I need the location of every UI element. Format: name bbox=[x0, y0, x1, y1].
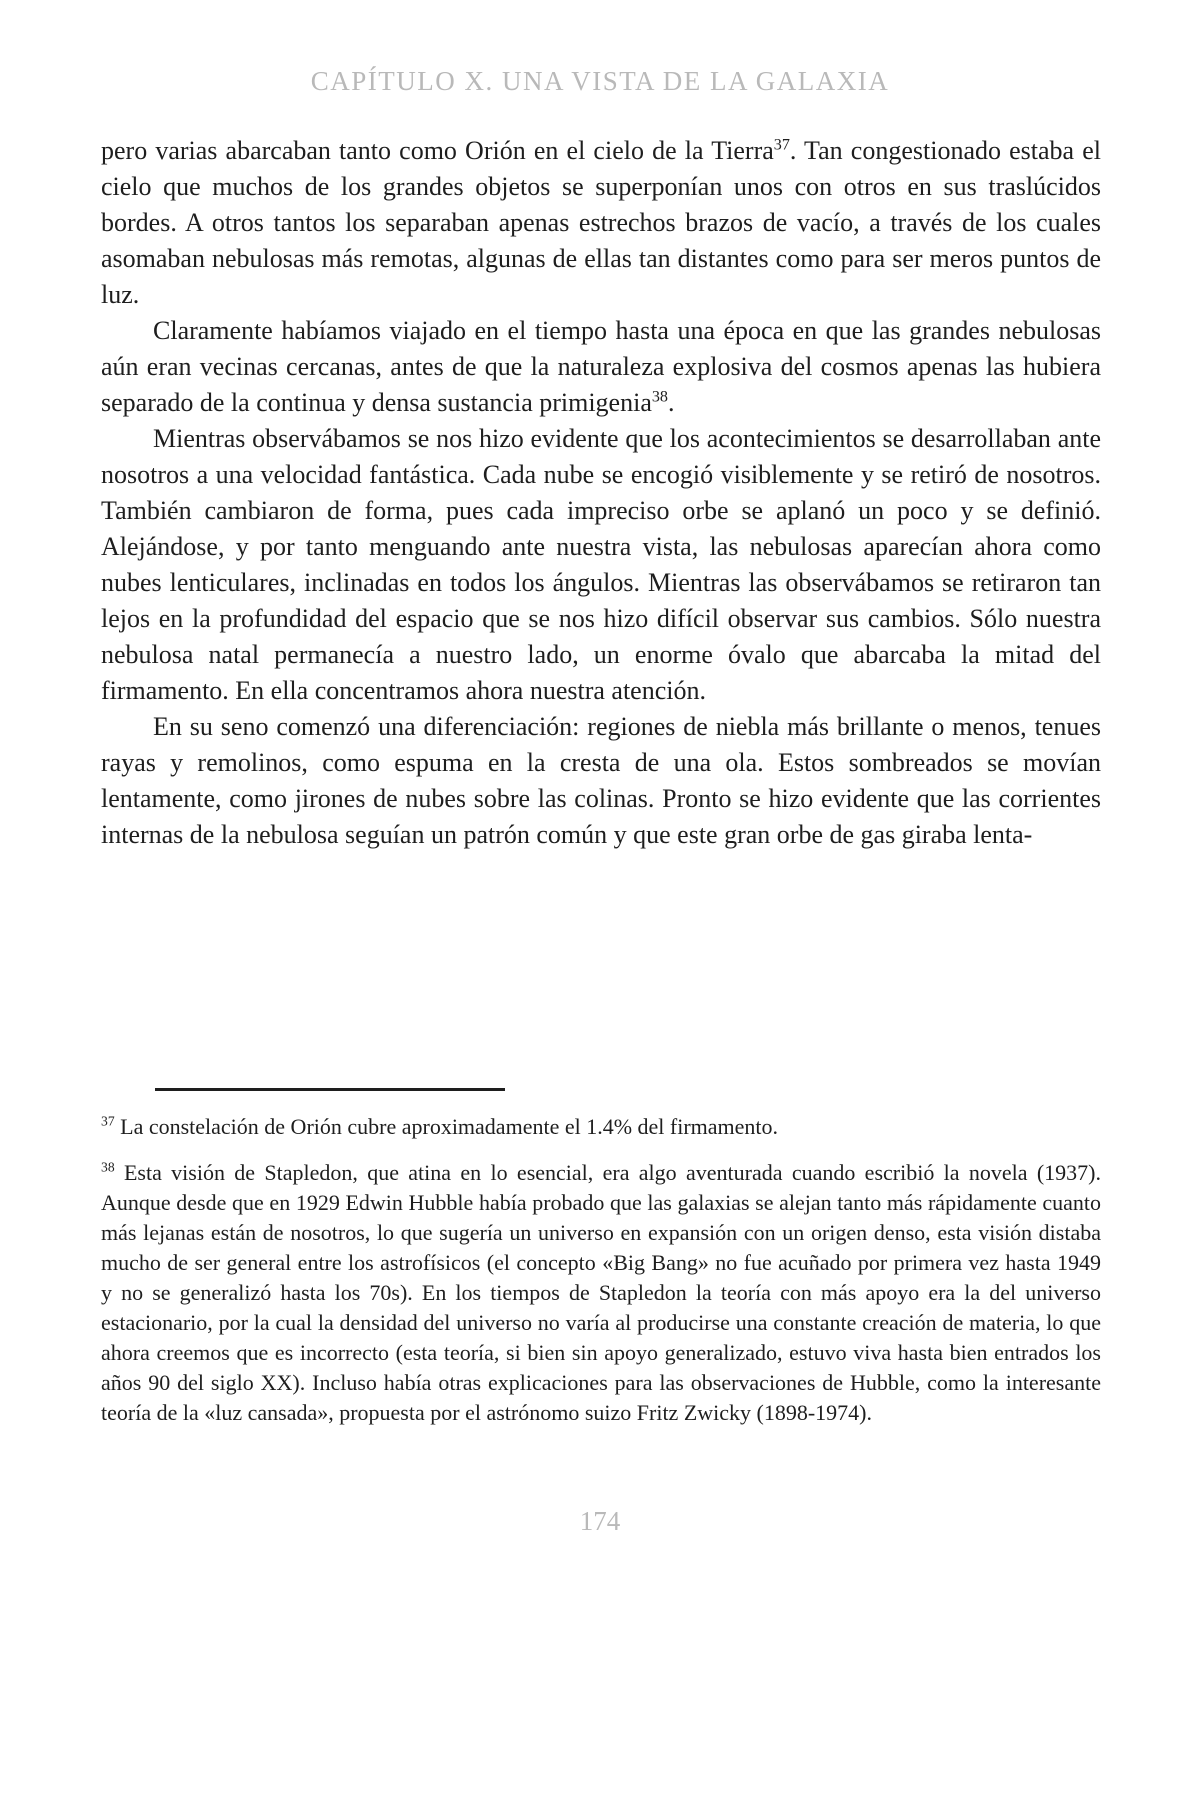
paragraph-text: En su seno comenzó una diferenciación: regiones de niebla más brillante o menos, tenues rayas y remolinos, como espuma en la cresta de una ola. Estos sombreados se movían lentamente, como jirones de nubes sobre las colinas. Pronto se hizo evidente que las corrientes internas de la nebulosa seguían un patrón común y que este gran orbe de gas giraba lenta- bbox=[101, 712, 1101, 849]
chapter-running-header: CAPÍTULO X. UNA VISTA DE LA GALAXIA bbox=[310, 66, 890, 96]
paragraph bbox=[101, 421, 1101, 709]
paragraph-text: pero varias abarcaban tanto como Orión en el cielo de la Tierra bbox=[101, 136, 774, 165]
footnote-reference-38: 38 bbox=[651, 388, 668, 406]
paragraph bbox=[101, 709, 1101, 853]
footnote-text: Esta visión de Stapledon, que atina en lo esencial, era algo aventurada cuando escribió la novela (1937). Aunque desde que en 1929 Edwin Hubble había probado que las galaxias se alejan tanto más rápidamente cuanto más lejanas están de nosotros, lo que sugería un universo en expansión con un origen denso, esta visión distaba mucho de ser general entre los astrofísicos (el concepto «Big Bang» no fue acuñado por primera vez hasta 1949 y no se generalizó hasta los 70s). En los tiempos de Stapledon la teoría con más apoyo era la del universo estacionario, por la cual la densidad del universo no varía al producirse una constante creación de materia, lo que ahora creemos que es incorrecto (esta teoría, si bien sin apoyo generalizado, estuvo viva hasta bien entrados los años 90 del siglo XX). Incluso había otras explicaciones para las observaciones de Hubble, como la interesante teoría de la «luz cansada», propuesta por el astrónomo suizo Fritz Zwicky (1898-1974). bbox=[101, 1160, 1101, 1425]
body-text bbox=[101, 133, 1101, 853]
footnote-reference-37: 37 bbox=[773, 136, 790, 154]
paragraph-text: . bbox=[667, 388, 675, 417]
paragraph-text: . Tan congestionado estaba el cielo que muchos de los grandes objetos se superponían unos con otros en sus traslúcidos bordes. A otros tantos los separaban apenas estrechos brazos de vacío, a través de los cuales asomaban nebulosas más remotas, algunas de ellas tan distantes como para ser meros puntos de luz. bbox=[101, 136, 1101, 309]
footnote-text: La constelación de Orión cubre aproximadamente el 1.4% del firmamento. bbox=[114, 1114, 779, 1139]
footnote-number: 38 bbox=[101, 1159, 115, 1175]
paragraph bbox=[101, 313, 1101, 421]
footnote-38 bbox=[101, 1158, 1101, 1428]
footnote-separator-rule bbox=[155, 1088, 505, 1091]
footnote-37 bbox=[101, 1112, 1101, 1142]
footnotes-section bbox=[101, 1112, 1101, 1444]
footnote-number: 37 bbox=[101, 1113, 115, 1129]
paragraph-text: Mientras observábamos se nos hizo evidente que los acontecimientos se desarrollaban ante nosotros a una velocidad fantástica. Cada nube se encogió visiblemente y se retiró de nosotros. También cambiaron de forma, pues cada impreciso orbe se aplanó un poco y se definió. Alejándose, y por tanto menguando ante nuestra vista, las nebulosas aparecían ahora como nubes lenticulares, inclinadas en todos los ángulos. Mientras las observábamos se retiraron tan lejos en la profundidad del espacio que se nos hizo difícil observar sus cambios. Sólo nuestra nebulosa natal permanecía a nuestro lado, un enorme óvalo que abarcaba la mitad del firmamento. En ella concentramos ahora nuestra atención. bbox=[101, 424, 1101, 705]
paragraph bbox=[101, 133, 1101, 313]
paragraph-text: Claramente habíamos viajado en el tiempo hasta una época en que las grandes nebulosas aún eran vecinas cercanas, antes de que la naturaleza explosiva del cosmos apenas las hubiera separado de la continua y densa sustancia primigenia bbox=[101, 316, 1101, 417]
page-number: 174 bbox=[579, 1506, 621, 1536]
